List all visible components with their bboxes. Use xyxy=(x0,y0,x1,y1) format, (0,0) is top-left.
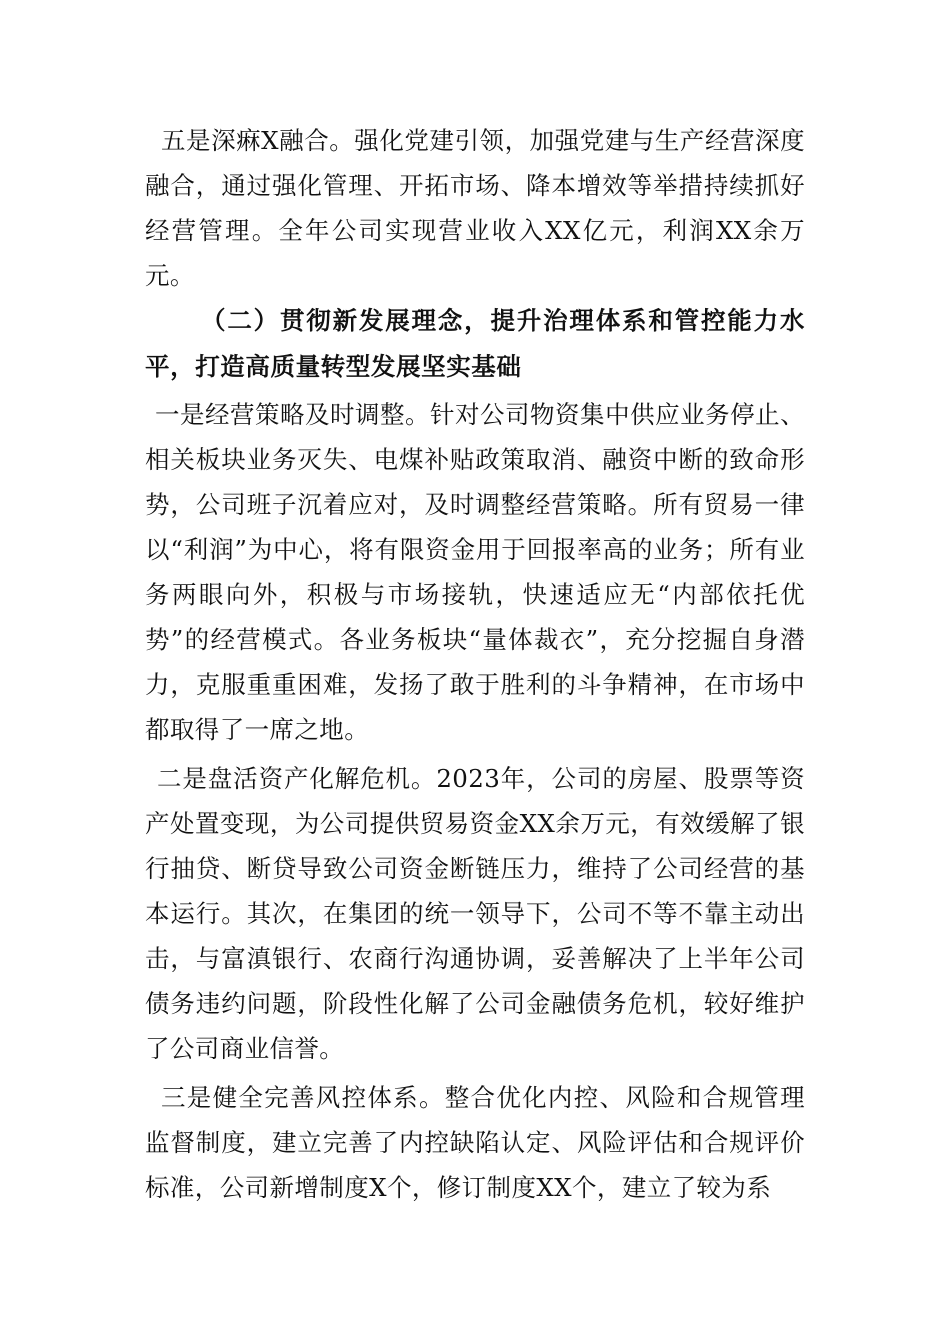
paragraph-risk-control: 三是健全完善风控体系。整合优化内控、风险和合规管理监督制度，建立完善了内控缺陷认定、风险评估和合规评价标准，公司新增制度X个，修订制度XX个，建立了较为系 xyxy=(145,1083,805,1202)
paragraph-strategy-adjustment: 一是经营策略及时调整。针对公司物资集中供应业务停止、相关板块业务灭失、电煤补贴政策取消、融资中断的致命形势，公司班子沉着应对，及时调整经营策略。所有贸易一律以“利润”为中心，将有限资金用于回报率高的业务；所有业务两眼向外，积极与市场接轨，快速适应无“内部依托优势”的经营模式。各业务板块“量体裁衣”，充分挖掘自身潜力，克服重重困难，发扬了敢于胜利的斗争精神，在市场中都取得了一席之地。 xyxy=(145,400,805,744)
paragraph-asset-revitalization: 二是盘活资产化解危机。2023年，公司的房屋、股票等资产处置变现，为公司提供贸易资金XX余万元，有效缓解了银行抽贷、断贷导致公司资金断链压力，维持了公司经营的基本运行。其次，在集团的统一领导下，公司不等不靠主动出击，与富滇银行、农商行沟通协调，妥善解决了上半年公司债务违约问题，阶段性化解了公司金融债务危机，较好维护了公司商业信誉。 xyxy=(145,764,805,1063)
section-heading-2: （二）贯彻新发展理念，提升治理体系和管控能力水平，打造高质量转型发展坚实基础 xyxy=(145,306,805,381)
document-body xyxy=(145,118,805,1210)
paragraph-party-integration: 五是深痳X融合。强化党建引领，加强党建与生产经营深度融合，通过强化管理、开拓市场、降本增效等举措持续抓好经营管理。全年公司实现营业收入XX亿元，利润XX余万元。 xyxy=(145,126,805,290)
